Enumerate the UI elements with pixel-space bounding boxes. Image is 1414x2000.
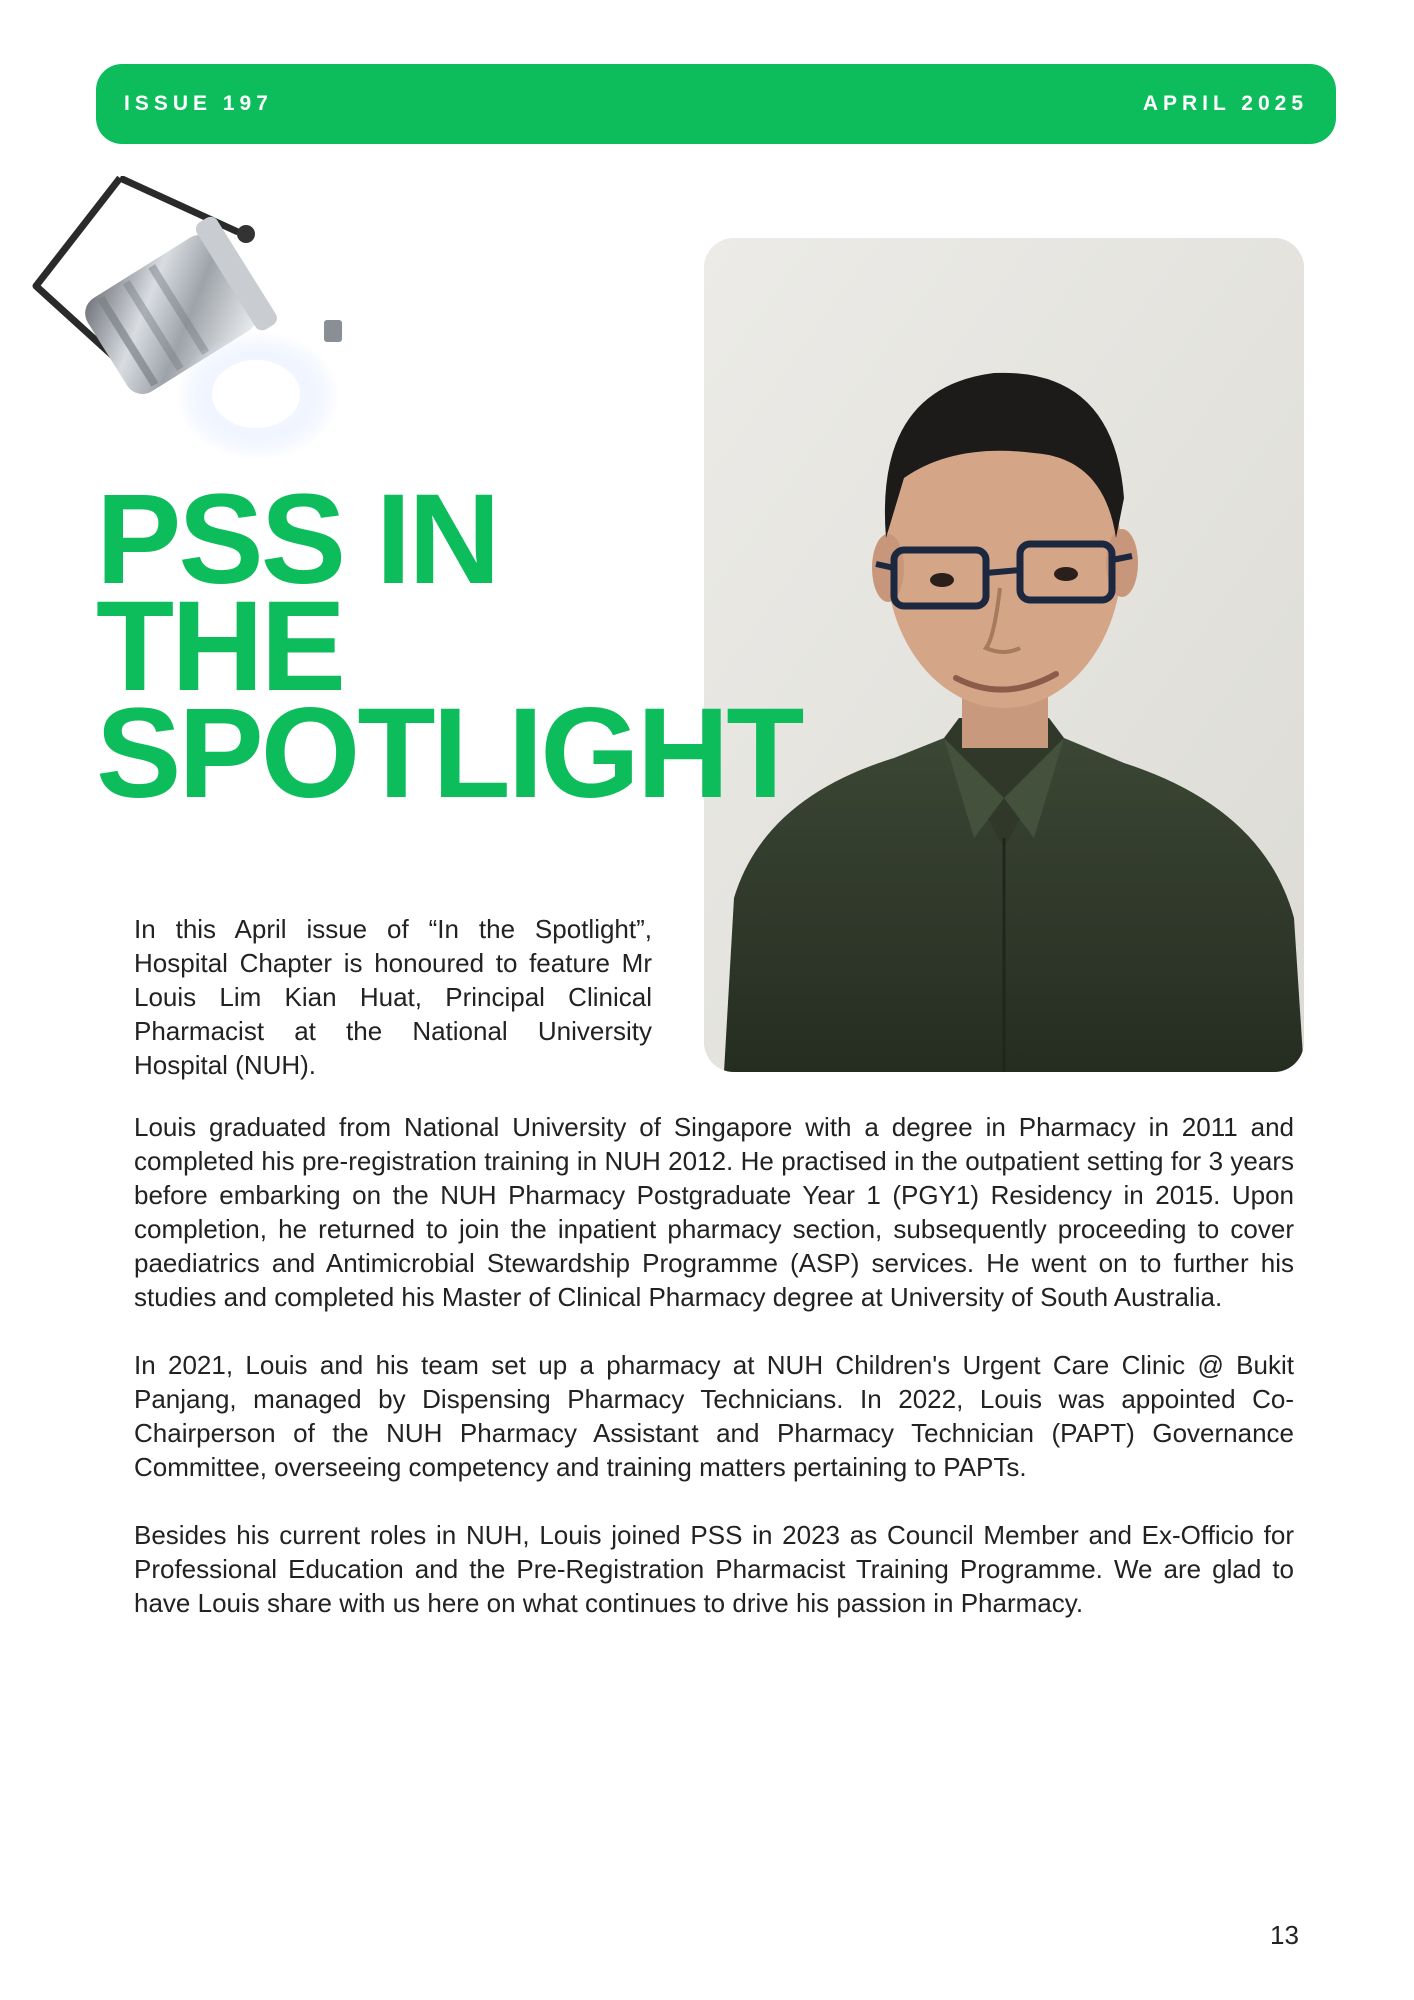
issue-date: APRIL 2025 [1142, 92, 1308, 115]
article-body [134, 1110, 1294, 1654]
body-paragraph-1: Louis graduated from National University of Singapore with a degree in Pharmacy in 2011 and completed his pre-registration training in NUH 2012. He practised in the outpatient setting for 3 years before embarking on the NUH Pharmacy Postgraduate Year 1 (PGY1) Residency in 2015. Upon completion, he returned to join the inpatient pharmacy section, subsequently proceeding to cover paediatrics and Antimicrobial Stewardship Programme (ASP) services. He went on to further his studies and completed his Master of Clinical Pharmacy degree at University of South Australia. [134, 1112, 1294, 1312]
spotlight-lamp-icon [28, 176, 358, 476]
body-paragraph-3: Besides his current roles in NUH, Louis joined PSS in 2023 as Council Member and Ex-Officio for Professional Education and the Pre-Registration Pharmacist Training Programme. We are glad to have Louis share with us here on what continues to drive his passion in Pharmacy. [134, 1520, 1294, 1618]
header-bar [96, 64, 1336, 144]
issue-number: ISSUE 197 [124, 92, 273, 115]
title-line-3: SPOTLIGHT [96, 682, 802, 825]
page-title [96, 468, 802, 825]
intro-paragraph: In this April issue of “In the Spotlight”, Hospital Chapter is honoured to feature Mr Louis Lim Kian Huat, Principal Clinical Pharmacist at the National University Hospital (NUH). [134, 914, 652, 1080]
title-line-2: THE [96, 575, 343, 718]
title-line-1: PSS IN [96, 468, 498, 611]
page-number: 13 [1270, 1920, 1299, 1950]
body-paragraph-2: In 2021, Louis and his team set up a pharmacy at NUH Children's Urgent Care Clinic @ Bukit Panjang, managed by Dispensing Pharmacy Technicians. In 2022, Louis was appointed Co-Chairperson of the NUH Pharmacy Assistant and Pharmacy Technician (PAPT) Governance Committee, overseeing competency and training matters pertaining to PAPTs. [134, 1350, 1294, 1482]
